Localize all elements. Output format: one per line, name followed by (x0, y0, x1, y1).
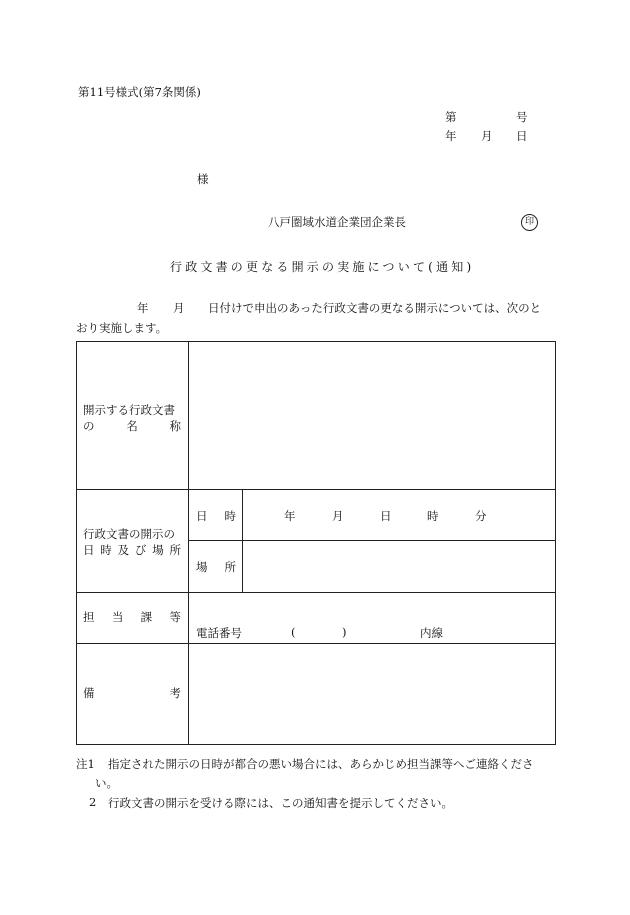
schedule-char: び (134, 543, 147, 557)
note2-text: 行政文書の開示を受ける際には、この通知書を提示してください。 (108, 796, 453, 810)
seal-mark: 印 (521, 214, 538, 231)
doc-number-prefix: 第 (445, 110, 457, 124)
schedule-char: 日 (83, 543, 95, 557)
schedule-char: 所 (169, 543, 181, 557)
note1-line-1: 指定された開示の日時が都合の悪い場合には、あらかじめ担当課等へご連絡くださ (108, 757, 534, 771)
note1-prefix: 注1 (76, 757, 95, 771)
intro-line-1: 日付けで申出のあった行政文書の更なる開示については、次のと (208, 301, 542, 315)
datetime-unit-day: 日 (380, 509, 392, 523)
place-label-char: 所 (224, 560, 236, 574)
schedule-char: 及 (117, 543, 130, 557)
section-label-char: 担 (83, 610, 95, 624)
phone-paren-close: ) (342, 625, 347, 639)
datetime-label-char: 時 (224, 509, 236, 523)
row-divider-2 (77, 592, 555, 593)
date-year: 年 (445, 129, 457, 143)
doc-name-label-line2 (83, 418, 181, 434)
datetime-unit-hour: 時 (427, 509, 439, 523)
doc-name-field[interactable] (189, 343, 555, 489)
intro-year: 年 (137, 301, 149, 315)
remarks-label (83, 685, 181, 701)
document-title: 行政文書の更なる開示の実施について(通知) (170, 260, 475, 274)
place-label (196, 559, 236, 575)
date-day: 日 (516, 129, 528, 143)
note1-line-2: い。 (95, 776, 118, 790)
phone-label: 電話番号 (196, 626, 242, 640)
date-month: 月 (481, 129, 493, 143)
doc-number-suffix: 号 (516, 110, 528, 124)
row-divider-1 (77, 489, 555, 490)
note2-prefix: 2 (89, 795, 97, 809)
form-id: 第11号様式(第7条関係) (78, 85, 201, 99)
datetime-unit-minute: 分 (475, 509, 487, 523)
schedule-char: 時 (100, 543, 112, 557)
datetime-label-char: 日 (196, 509, 208, 523)
doc-name-char: 名 (126, 419, 138, 433)
doc-name-char: 称 (169, 419, 181, 433)
remarks-label-char: 考 (169, 686, 181, 700)
schedule-char: 場 (152, 543, 164, 557)
schedule-label-line2 (83, 542, 181, 558)
section-label (83, 609, 181, 625)
schedule-label-line1: 行政文書の開示の (83, 527, 175, 541)
section-label-char: 当 (111, 610, 124, 624)
intro-line-2: おり実施します。 (76, 321, 168, 335)
section-label-char: 課 (140, 610, 153, 624)
issuer-name: 八戸圏域水道企業団企業長 (268, 215, 406, 229)
intro-month: 月 (173, 301, 185, 315)
recipient-suffix: 様 (197, 172, 209, 186)
remarks-field[interactable] (189, 644, 555, 744)
doc-name-label-line1: 開示する行政文書 (83, 403, 175, 417)
seal (521, 213, 538, 231)
notice-table (76, 341, 556, 745)
datetime-unit-month: 月 (332, 509, 344, 523)
datetime-label (196, 508, 236, 524)
phone-paren-open: ( (291, 625, 296, 639)
extension-label: 内線 (420, 626, 443, 640)
place-field[interactable] (243, 541, 555, 592)
doc-name-char: の (83, 419, 95, 433)
remarks-label-char: 備 (83, 686, 95, 700)
section-label-char: 等 (169, 610, 181, 624)
datetime-unit-year: 年 (284, 509, 296, 523)
place-label-char: 場 (196, 560, 208, 574)
